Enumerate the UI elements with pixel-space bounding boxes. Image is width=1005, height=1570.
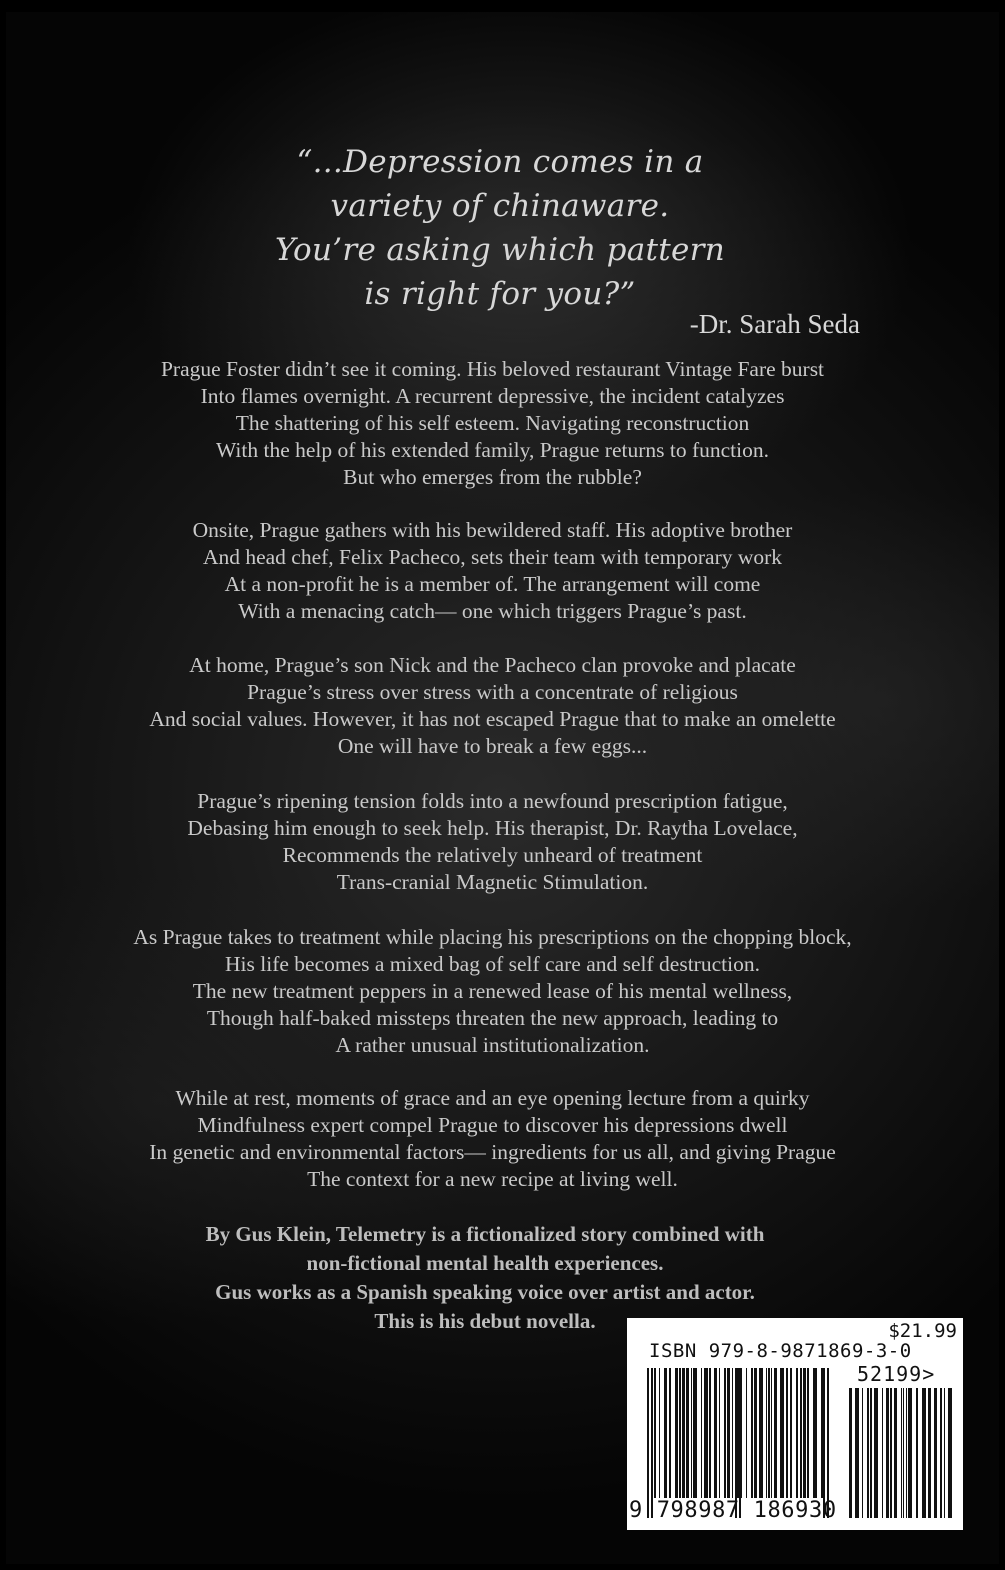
bio-line: By Gus Klein, Telemetry is a fictionalized story combined with: [205, 1222, 765, 1246]
blurb-line: A rather unusual institutionalization.: [335, 1033, 650, 1057]
top-border: [0, 0, 1005, 12]
quote-line: “...Depression comes in a: [296, 144, 704, 180]
epigraph-quote: [180, 140, 820, 316]
blurb-line: As Prague takes to treatment while placing his prescriptions on the chopping block,: [133, 925, 852, 949]
blurb-line: Prague’s ripening tension folds into a newfound prescription fatigue,: [197, 789, 788, 813]
bio-line: Gus works as a Spanish speaking voice over artist and actor.: [215, 1280, 755, 1304]
quote-attribution: -Dr. Sarah Seda: [689, 309, 860, 339]
bio-line: This is his debut novella.: [374, 1309, 596, 1333]
blurb-line: But who emerges from the rubble?: [343, 465, 642, 489]
blurb-paragraph: [40, 788, 945, 896]
blurb-line: Though half-baked missteps threaten the new approach, leading to: [206, 1006, 779, 1030]
blurb-line: At home, Prague’s son Nick and the Pacheco clan provoke and placate: [189, 653, 796, 677]
blurb-line: Into flames overnight. A recurrent depressive, the incident catalyzes: [200, 384, 785, 408]
left-border: [0, 0, 6, 1570]
blurb-line: The shattering of his self esteem. Navigating reconstruction: [235, 411, 750, 435]
right-border: [999, 0, 1005, 1570]
isbn-number: ISBN 979-8-9871869-3-0: [649, 1340, 912, 1362]
isbn-barcode: [627, 1318, 963, 1530]
blurb-line: And social values. However, it has not escaped Prague that to make an omelette: [149, 707, 836, 731]
blurb-line: While at rest, moments of grace and an eye opening lecture from a quirky: [175, 1086, 810, 1110]
blurb-line: Prague’s stress over stress with a concentrate of religious: [247, 680, 738, 704]
quote-line: You’re asking which pattern: [274, 232, 726, 268]
price-addon-code: 52199>: [857, 1362, 936, 1386]
bottom-border: [0, 1564, 1005, 1570]
blurb-line: One will have to break a few eggs...: [337, 734, 648, 758]
blurb-paragraph: [40, 356, 945, 491]
bio-line: non-fictional mental health experiences.: [306, 1251, 664, 1275]
blurb-line: At a non-profit he is a member of. The arrangement will come: [224, 572, 761, 596]
blurb-line: With a menacing catch— one which triggers Prague’s past.: [238, 599, 747, 623]
blurb-line: Onsite, Prague gathers with his bewildered staff. His adoptive brother: [192, 518, 793, 542]
blurb-line: And head chef, Felix Pacheco, sets their team with temporary work: [202, 545, 783, 569]
blurb-paragraph: [40, 517, 945, 625]
blurb-paragraph: [40, 652, 945, 760]
quote-line: variety of chinaware.: [330, 188, 670, 224]
blurb-line: Debasing him enough to seek help. His therapist, Dr. Raytha Lovelace,: [187, 816, 798, 840]
quote-line: is right for you?”: [364, 276, 636, 312]
blurb-line: The new treatment peppers in a renewed lease of his mental wellness,: [192, 979, 793, 1003]
blurb-line: In genetic and environmental factors— ingredients for us all, and giving Prague: [149, 1140, 836, 1164]
blurb-line: His life becomes a mixed bag of self care and self destruction.: [225, 952, 760, 976]
blurb-line: With the help of his extended family, Prague returns to function.: [215, 438, 770, 462]
price-label: $21.99: [888, 1320, 957, 1342]
blurb-line: Trans-cranial Magnetic Stimulation.: [336, 870, 649, 894]
blurb-line: Mindfulness expert compel Prague to discover his depressions dwell: [197, 1113, 788, 1137]
blurb-paragraph: [40, 924, 945, 1059]
blurb-line: Prague Foster didn’t see it coming. His beloved restaurant Vintage Fare burst: [160, 357, 825, 381]
blurb-line: The context for a new recipe at living well.: [307, 1167, 678, 1191]
blurb-paragraph: [40, 1085, 945, 1193]
ean-digits: 9 798987 186930: [629, 1498, 837, 1523]
blurb-line: Recommends the relatively unheard of treatment: [282, 843, 703, 867]
